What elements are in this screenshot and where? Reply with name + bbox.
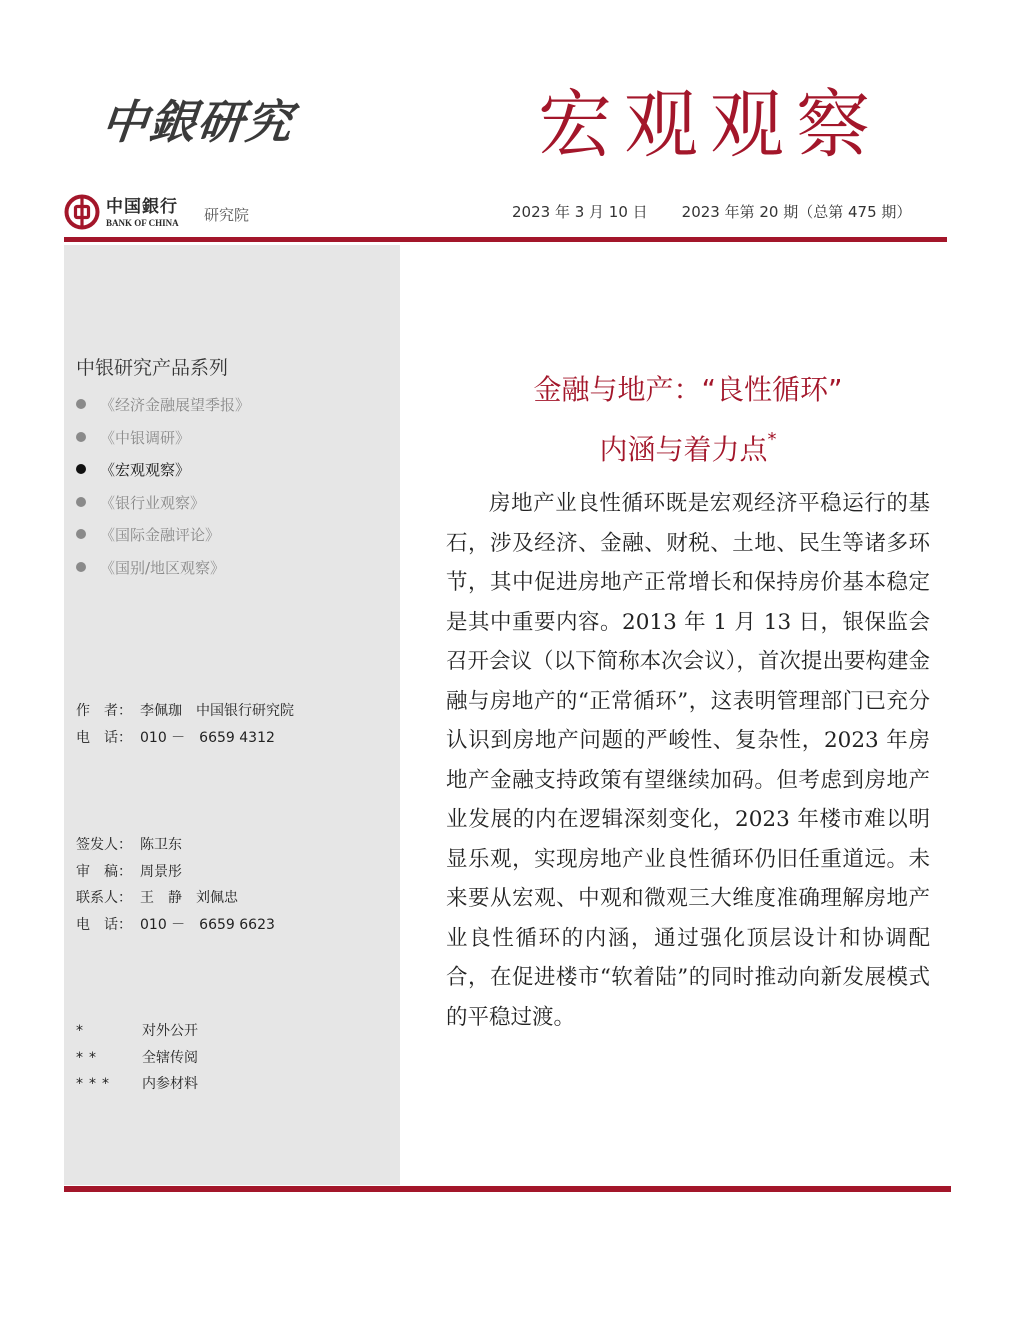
author-key: 作 者： <box>76 703 132 719</box>
bullet-icon <box>76 562 86 572</box>
series-title: 中银研究产品系列 <box>76 357 229 379</box>
bullet-icon <box>76 399 86 409</box>
contact-phone-key: 电 话： <box>76 916 132 933</box>
series-list <box>76 394 250 590</box>
series-item-label: 《中银调研》 <box>100 428 191 447</box>
series-item-label: 《经济金融展望季报》 <box>100 396 251 414</box>
author-info <box>76 700 294 753</box>
classification-legend <box>76 1020 198 1100</box>
title-footnote-mark: * <box>767 429 777 450</box>
contact-info <box>76 834 275 940</box>
header-rule <box>64 237 947 242</box>
bullet-icon <box>76 529 86 539</box>
classification-stars: * <box>76 1023 89 1039</box>
classification-stars: ** <box>76 1049 102 1066</box>
article-title-text: 内涵与着力点 <box>599 433 768 466</box>
article-body: 房地产业良性循环既是宏观经济平稳运行的基石，涉及经济、金融、财税、土地、民生等诸多环节，其中促进房地产正常增长和保持房价基本稳定是其中重要内容。2013 年 1 月 13 日，银保监会召开会议（以下简称本次会议），首次提出要构建金融与房地产的“正常循环”，这表明管理部门已充分认识到房地产问题的严峻性、复杂性，2023 年房地产金融支持政策有望继续加码。但考虑到房地产业发展的内在逻辑深刻变化，2023 年楼市难以明显乐观，实现房地产业良性循环仍旧任重道远。未来要从宏观、中观和微观三大维度准确理解房地产业良性循环的内涵，通过强化顶层设计和协调配合，在促进楼市“软着陆”的同时推动向新发展模式的平稳过渡。 <box>446 491 930 1030</box>
reviewer-value: 周景彤 <box>140 863 182 880</box>
series-item[interactable] <box>76 427 250 460</box>
author-value: 李佩珈 中国银行研究院 <box>140 703 294 719</box>
article-title-line1: 金融与地产：“良性循环” <box>533 373 843 406</box>
signer-key: 签发人： <box>76 837 132 853</box>
series-item-label: 《国别/地区观察》 <box>100 558 226 577</box>
logo-text-en: BANK OF CHINA <box>106 218 179 228</box>
bank-of-china-logo-icon <box>64 194 100 230</box>
publication-title: 宏观观察 <box>538 82 882 168</box>
classification-label: 全辖传阅 <box>142 1049 198 1066</box>
author-phone-value: 010 － 6659 4312 <box>140 729 275 746</box>
footer-rule <box>64 1186 951 1192</box>
classification-label: 对外公开 <box>142 1023 198 1039</box>
classification-label: 内参材料 <box>142 1076 198 1092</box>
series-item-label: 《宏观观察》 <box>100 461 191 480</box>
reviewer-key: 审 稿： <box>76 863 132 880</box>
series-item[interactable] <box>76 524 250 557</box>
signer-value: 陈卫东 <box>140 837 182 853</box>
brand-calligraphy: 中銀研究 <box>98 95 297 149</box>
series-item[interactable] <box>76 557 250 590</box>
bullet-icon <box>76 464 86 474</box>
series-item[interactable] <box>76 492 250 525</box>
issue-number: 2023 年第 20 期（总第 475 期） <box>681 203 912 221</box>
bullet-icon <box>76 497 86 507</box>
contact-phone-value: 010 － 6659 6623 <box>140 916 275 933</box>
bullet-icon <box>76 432 86 442</box>
logo-text-cn: 中国銀行 <box>106 197 178 217</box>
classification-stars: *** <box>76 1076 115 1092</box>
series-item-active[interactable] <box>76 459 250 492</box>
series-item-label: 《国际金融评论》 <box>100 526 221 545</box>
contact-value: 王 静 刘佩忠 <box>140 890 238 906</box>
series-item-label: 《银行业观察》 <box>100 493 206 512</box>
department-label: 研究院 <box>204 206 250 224</box>
publish-date: 2023 年 3 月 10 日 <box>512 203 648 221</box>
author-phone-key: 电 话： <box>76 729 132 746</box>
contact-key: 联系人： <box>76 890 132 906</box>
date-issue-line <box>512 201 911 222</box>
series-item[interactable] <box>76 394 250 427</box>
article-title-line2 <box>446 428 930 468</box>
